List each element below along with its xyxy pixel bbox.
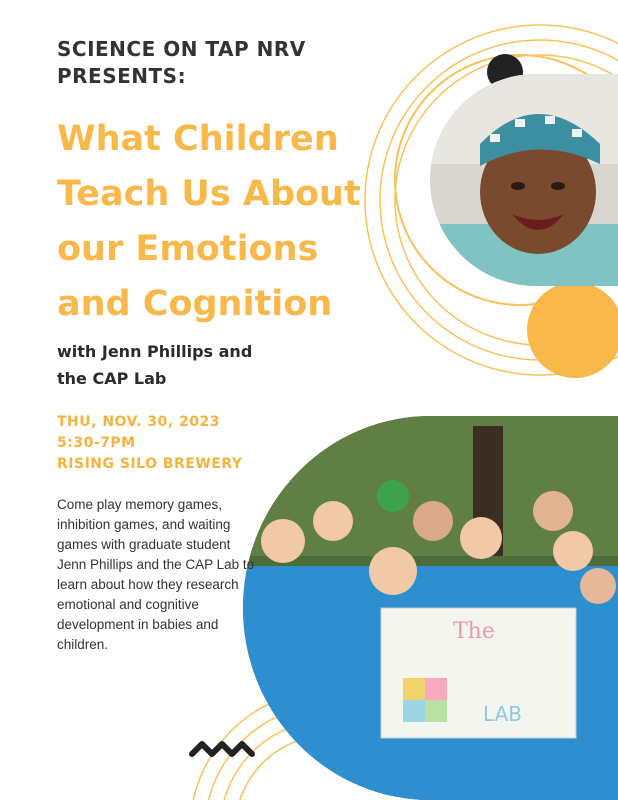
svg-text:LAB: LAB bbox=[483, 702, 523, 726]
event-details bbox=[57, 412, 297, 475]
title-line-1: What Children bbox=[57, 119, 339, 159]
title-line-4: and Cognition bbox=[57, 284, 333, 324]
presenter-line bbox=[57, 338, 317, 392]
title-line-2: Teach Us About bbox=[57, 174, 361, 214]
presenter-line-2: the CAP Lab bbox=[57, 369, 167, 388]
green-ball bbox=[377, 480, 409, 512]
presenter-line-1: with Jenn Phillips and bbox=[57, 342, 253, 361]
event-description: Come play memory games, inhibition games, and waiting games with graduate student Jenn Phillips and the CAP Lab to learn about how they research emotional and cognitive development in babies and children. bbox=[57, 497, 255, 652]
title-line-3: our Emotions bbox=[57, 229, 319, 269]
event-date: THU, NOV. 30, 2023 bbox=[57, 414, 220, 430]
event-title bbox=[57, 112, 437, 332]
presents-line-1: SCIENCE ON TAP NRV bbox=[57, 37, 306, 61]
event-venue: RISING SILO BREWERY bbox=[57, 456, 243, 472]
solid-yellow-circle bbox=[527, 282, 618, 378]
presents-line-2: PRESENTS: bbox=[57, 64, 187, 88]
presents-heading bbox=[57, 36, 417, 90]
zigzag-squiggle bbox=[192, 744, 252, 754]
group-photo bbox=[243, 416, 618, 800]
event-time: 5:30-7PM bbox=[57, 435, 136, 451]
svg-text:The: The bbox=[453, 619, 495, 644]
